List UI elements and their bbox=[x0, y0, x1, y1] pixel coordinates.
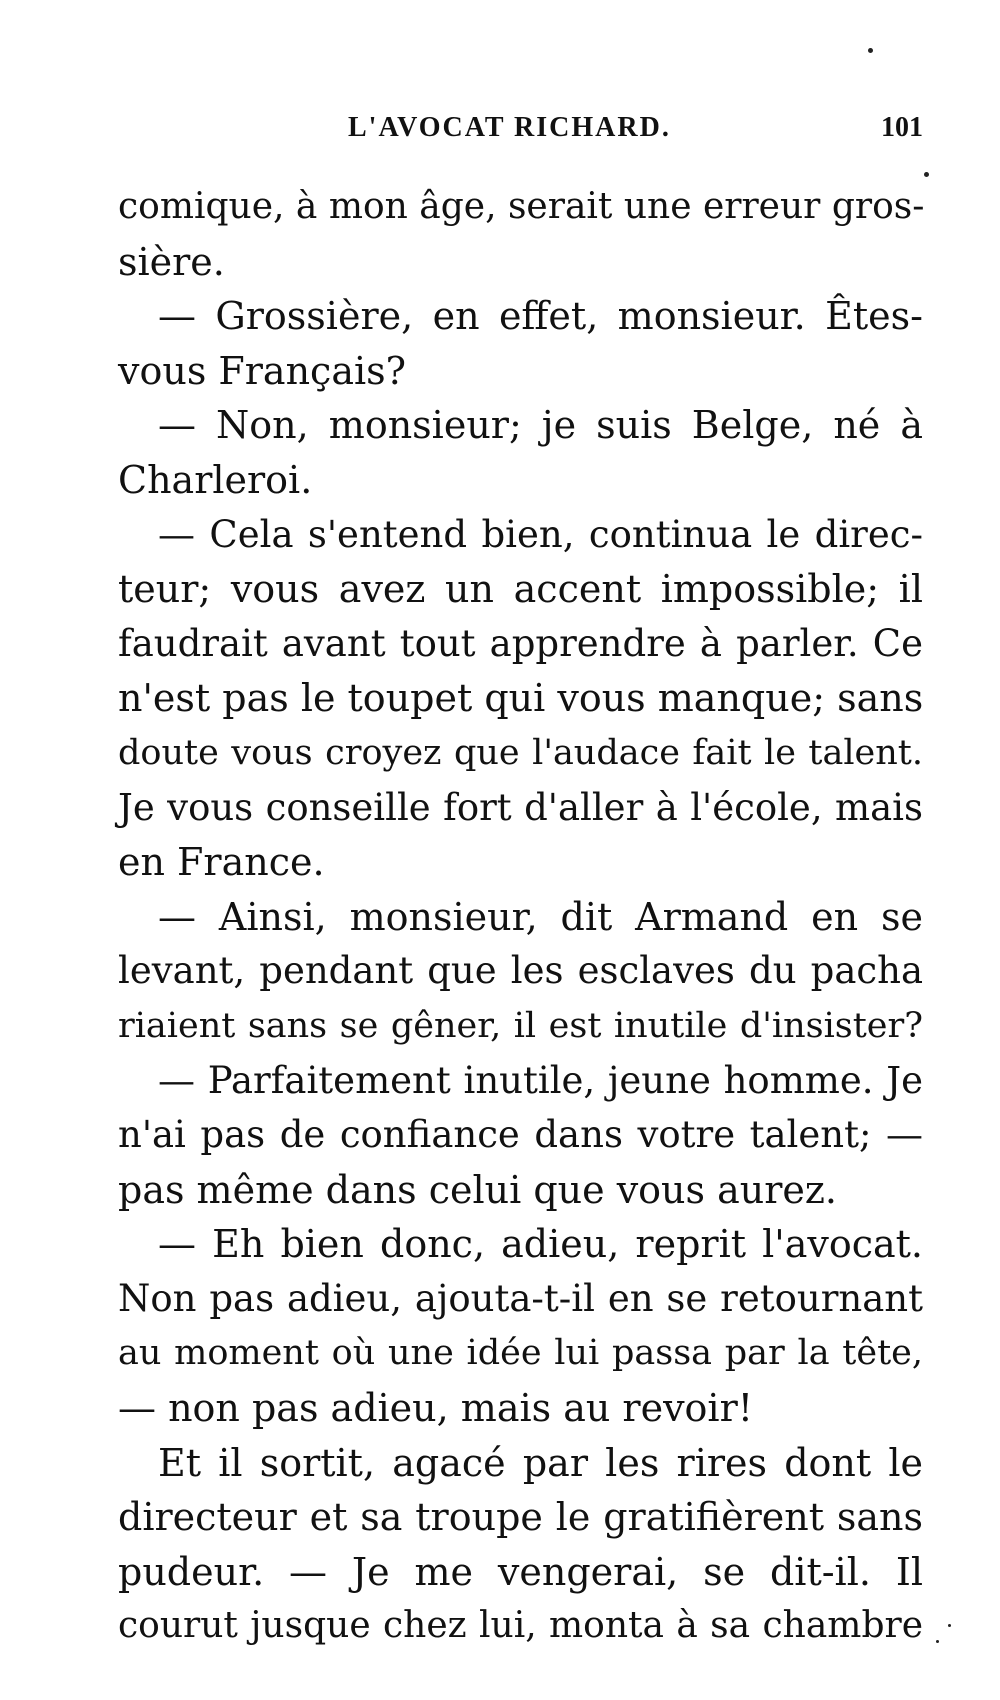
text-line: faudrait avant tout apprendre à parler. Ce bbox=[118, 621, 923, 665]
text-line: Non pas adieu, ajouta-t-il en se retournant bbox=[118, 1276, 923, 1320]
text-line: — Grossière, en effet, monsieur. Êtes- bbox=[158, 294, 923, 339]
text-line: sière. bbox=[118, 239, 225, 284]
text-line: Et il sortit, agacé par les rires dont le bbox=[158, 1440, 923, 1485]
text-line: courut jusque chez lui, monta à sa chambre bbox=[118, 1605, 923, 1647]
text-line: — Non, monsieur; je suis Belge, né à bbox=[158, 403, 923, 448]
text-line: directeur et sa troupe le gratifièrent sans bbox=[118, 1495, 923, 1540]
ink-speck bbox=[924, 172, 929, 177]
ink-speck bbox=[868, 48, 873, 53]
text-line: — Parfaitement inutile, jeune homme. Je bbox=[158, 1058, 923, 1102]
text-line: riaient sans se gêner, il est inutile d'insister? bbox=[118, 1005, 923, 1046]
text-line: teur; vous avez un accent impossible; il bbox=[118, 567, 923, 612]
text-line: — Cela s'entend bien, continua le direc- bbox=[158, 512, 923, 556]
running-header bbox=[118, 112, 923, 152]
text-line: Charleroi. bbox=[118, 457, 313, 502]
running-title: L'AVOCAT RICHARD. bbox=[348, 112, 671, 143]
text-line: doute vous croyez que l'audace fait le talent. bbox=[118, 732, 923, 773]
text-line: levant, pendant que les esclaves du pacha bbox=[118, 949, 923, 993]
text-line: pas même dans celui que vous aurez. bbox=[118, 1167, 837, 1212]
text-line: — non pas adieu, mais au revoir! bbox=[118, 1386, 754, 1431]
text-line: en France. bbox=[118, 840, 325, 885]
text-line: — Ainsi, monsieur, dit Armand en se bbox=[158, 894, 923, 939]
body-text bbox=[118, 180, 923, 1654]
page-number: 101 bbox=[881, 112, 923, 143]
text-line: vous Français? bbox=[118, 348, 407, 393]
text-line: — Eh bien donc, adieu, reprit l'avocat. bbox=[158, 1222, 923, 1267]
ink-speck bbox=[936, 1640, 939, 1643]
text-line: Je vous conseille fort d'aller à l'école, mais bbox=[118, 785, 923, 829]
text-line: au moment où une idée lui passa par la tête, bbox=[118, 1333, 923, 1374]
text-line: pudeur. — Je me vengerai, se dit-il. Il bbox=[118, 1549, 923, 1594]
ink-speck bbox=[948, 1624, 951, 1627]
text-line: comique, à mon âge, serait une erreur gros- bbox=[118, 186, 925, 227]
text-line: n'est pas le toupet qui vous manque; sans bbox=[118, 676, 924, 721]
text-line: n'ai pas de confiance dans votre talent; — bbox=[118, 1113, 923, 1157]
